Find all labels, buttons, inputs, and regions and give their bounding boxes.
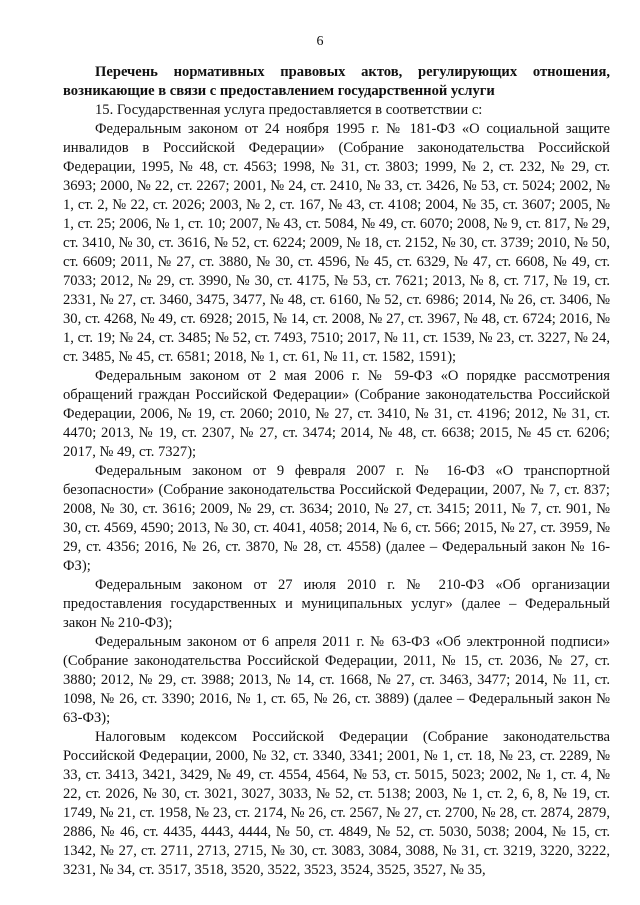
paragraph-intro: 15. Государственная услуга предоставляется в соответствии с: [95,102,483,118]
paragraph-tax-code: Налоговым кодексом Российской Федерации (Собрание законодательства Российской Федерации, 2000, № 32, ст. 3340, 3341; 2001, № 1, ст. 18, № 23, ст. 2289, № 33, ст. 3413, 3421, 3429, № 49, ст. 4554, 4564, № 53, ст. 5015, 5023; 2002, № 1, ст. 4, № 22, ст. 2026, № 30, ст. 3021, 3027, 3033, № 52, ст. 5138; 2003, № 1, ст. 2, 6, 8, № 19, ст. 1749, № 21, ст. 1958, № 23, ст. 2174, № 26, ст. 2567, № 27, ст. 2700, № 28, ст. 2874, 2879, 2886, № 46, ст. 4435, 4443, 4444, № 50, ст. 4849, № 52, ст. 5030, 5038; 2004, № 15, ст. 1342, № 27, ст. 2711, 2713, 2715, № 30, ст. 3083, 3084, 3088, № 31, ст. 3219, 3220, 3222, 3231, № 34, ст. 3517, 3518, 3520, 3522, 3523, 3524, 3525, 3527, № 35, [63,729,610,878]
page-number: 6 [316,34,324,49]
document-body [63,63,610,880]
paragraph-law-181: Федеральным законом от 24 ноября 1995 г. № 181-ФЗ «О социальной защите инвалидов в Российской Федерации» (Собрание законодательства Российской Федерации, 1995, № 48, ст. 4563; 1998, № 31, ст. 3803; 1999, № 2, ст. 232, № 29, ст. 3693; 2000, № 22, ст. 2267; 2001, № 24, ст. 2410, № 33, ст. 3426, № 53, ст. 5024; 2002, № 1, ст. 2, № 22, ст. 2026; 2003, № 2, ст. 167, № 43, ст. 4108; 2004, № 35, ст. 3607; 2005, № 1, ст. 25; 2006, № 1, ст. 10; 2007, № 43, ст. 5084, № 49, ст. 6070; 2008, № 9, ст. 817, № 29, ст. 3410, № 30, ст. 3616, № 52, ст. 6224; 2009, № 18, ст. 2152, № 30, ст. 3739; 2010, № 50, ст. 6609; 2011, № 27, ст. 3880, № 30, ст. 4596, № 45, ст. 6329, № 47, ст. 6608, № 49, ст. 7033; 2012, № 29, ст. 3990, № 30, ст. 4175, № 53, ст. 7621; 2013, № 8, ст. 717, № 19, ст. 2331, № 27, ст. 3460, 3475, 3477, № 48, ст. 6160, № 52, ст. 6986; 2014, № 26, ст. 3406, № 30, ст. 4268, № 49, ст. 6928; 2015, № 14, ст. 2008, № 27, ст. 3967, № 48, ст. 6724; 2016, № 1, ст. 19; № 24, ст. 3485; № 52, ст. 7493, 7510; 2017, № 11, ст. 1539, № 23, ст. 3227, № 24, ст. 3485, № 45, ст. 6581; 2018, № 1, ст. 61, № 11, ст. 1582, 1591); [63,121,610,365]
paragraph-law-210: Федеральным законом от 27 июля 2010 г. № 210-ФЗ «Об организации предоставления государственных и муниципальных услуг» (далее – Федеральный закон № 210-ФЗ); [63,577,610,631]
paragraph-law-63: Федеральным законом от 6 апреля 2011 г. № 63-ФЗ «Об электронной подписи» (Собрание законодательства Российской Федерации, 2011, № 15, ст. 2036, № 27, ст. 3880; 2012, № 29, ст. 3988; 2013, № 14, ст. 1668, № 27, ст. 3463, 3477; 2014, № 11, ст. 1098, № 26, ст. 3390; 2016, № 1, ст. 65, № 26, ст. 3889) (далее – Федеральный закон № 63-ФЗ); [63,634,610,726]
paragraph-law-59: Федеральным законом от 2 мая 2006 г. № 59-ФЗ «О порядке рассмотрения обращений граждан Российской Федерации» (Собрание законодательства Российской Федерации, 2006, № 19, ст. 2060; 2010, № 27, ст. 3410, № 31, ст. 4196; 2012, № 31, ст. 4470; 2013, № 19, ст. 2307, № 27, ст. 3474; 2014, № 48, ст. 6638; 2015, № 45 ст. 6206; 2017, № 49, ст. 7327); [63,368,610,460]
paragraph-law-16: Федеральным законом от 9 февраля 2007 г. № 16-ФЗ «О транспортной безопасности» (Собрание законодательства Российской Федерации, 2007, № 7, ст. 837; 2008, № 30, ст. 3616; 2009, № 29, ст. 3634; 2010, № 27, ст. 3415; 2011, № 7, ст. 901, № 30, ст. 4569, 4590; 2013, № 30, ст. 4041, 4058; 2014, № 6, ст. 566; 2015, № 27, ст. 3959, № 29, ст. 4356; 2016, № 26, ст. 3870, № 28, ст. 4558) (далее – Федеральный закон № 16-ФЗ); [63,463,610,574]
section-heading: Перечень нормативных правовых актов, регулирующих отношения, возникающие в связи с предоставлением государственной услуги [63,64,610,99]
